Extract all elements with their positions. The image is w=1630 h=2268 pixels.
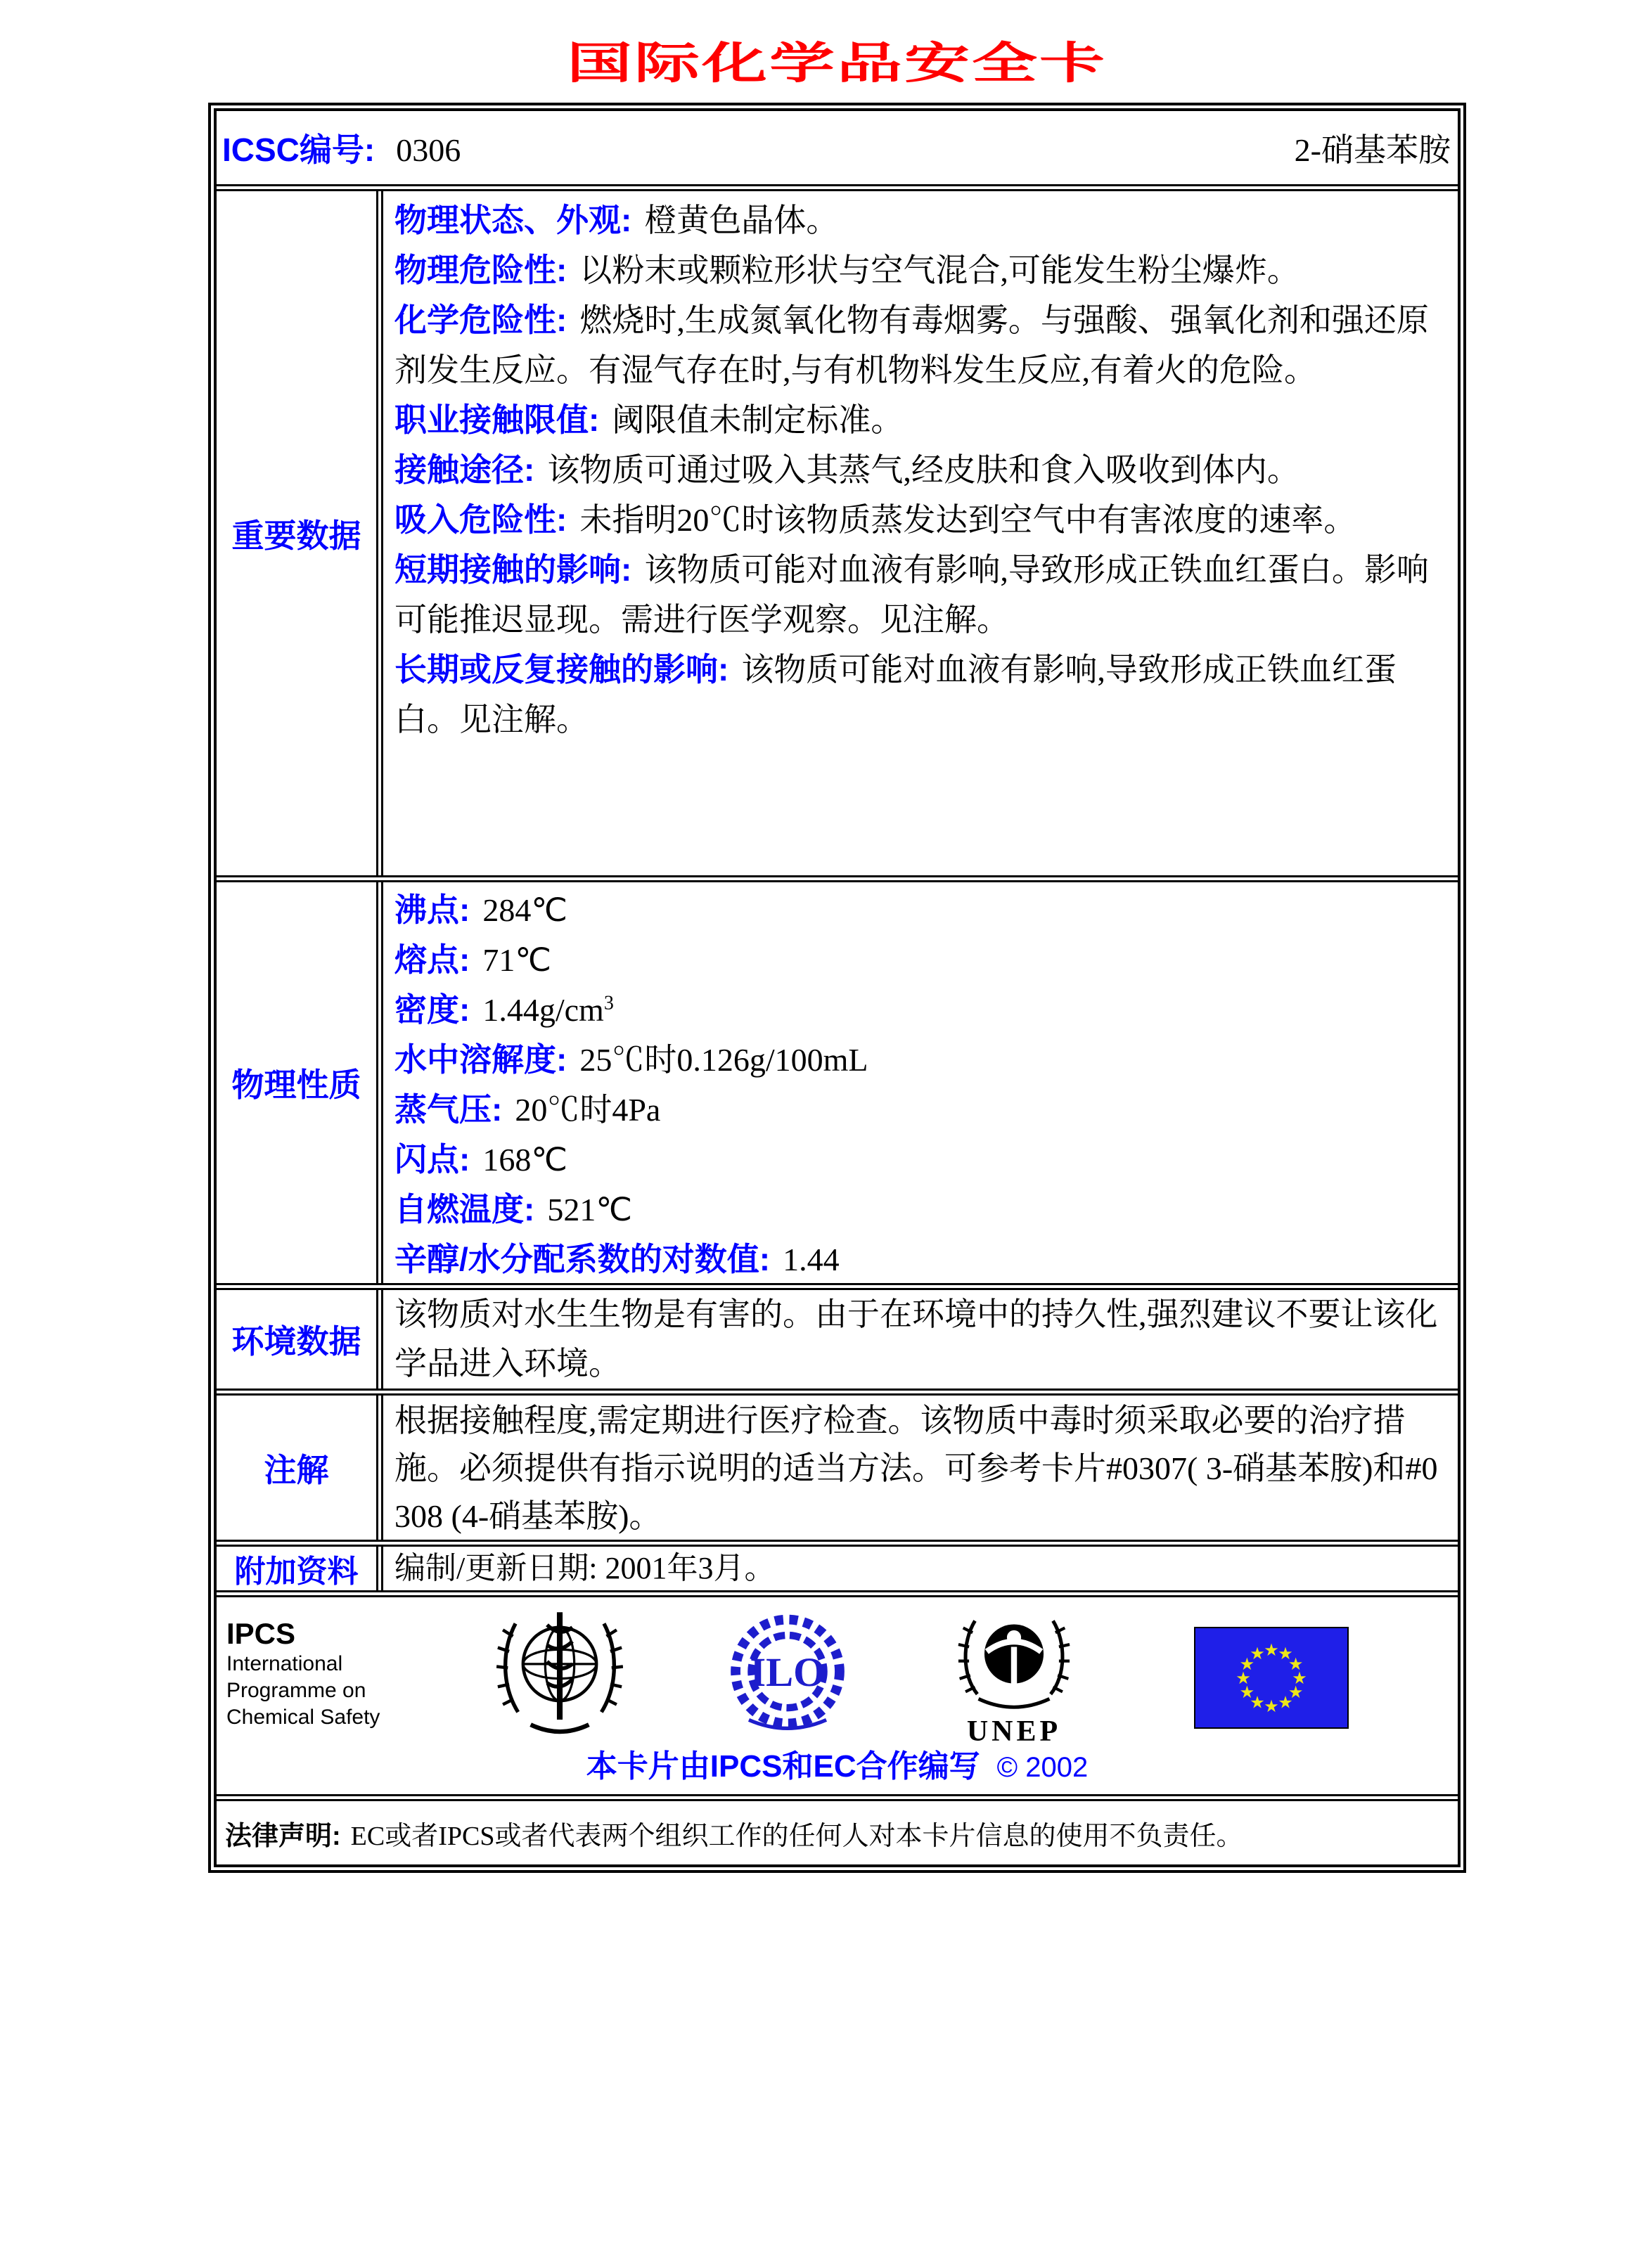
field-label: 水中溶解度: [394, 1041, 567, 1078]
icsc-number-value: 0306 [396, 132, 461, 168]
svg-text:★: ★ [1250, 1644, 1265, 1663]
field-label: 蒸气压: [394, 1091, 503, 1128]
field-label: 吸入危险性: [394, 501, 567, 538]
ipcs-acronym: IPCS [226, 1617, 296, 1650]
svg-text:ILO: ILO [750, 1649, 826, 1696]
svg-text:★: ★ [1264, 1696, 1279, 1716]
field-value: 71℃ [482, 942, 551, 978]
svg-text:★: ★ [1239, 1654, 1255, 1674]
section-additional-info [217, 1540, 1458, 1590]
field-long-term-effects [394, 645, 1448, 745]
field-label: 辛醇/水分配系数的对数值: [394, 1241, 771, 1277]
notes-text: 根据接触程度,需定期进行医疗检查。该物质中毒时须采取必要的治疗措施。必须提供有指示说明的适当方法。可参考卡片#0307( 3-硝基苯胺)和#0308 (4-硝基苯胺)。 [394, 1403, 1438, 1534]
icsc-number-group [222, 124, 461, 171]
field-value: 燃烧时,生成氮氧化物有毒烟雾。与强酸、强氧化剂和强还原剂发生反应。有湿气存在时,与有机物料发生反应,有着火的危险。 [394, 302, 1429, 388]
cooperation-caption-text: 本卡片由IPCS和EC合作编写 [586, 1749, 980, 1784]
field-label: 沸点: [394, 891, 470, 928]
environmental-data-text: 该物质对水生生物是有害的。由于在环境中的持久性,强烈建议不要让该化学品进入环境。 [394, 1296, 1438, 1381]
svg-text:★: ★ [1236, 1668, 1251, 1688]
ipcs-block [226, 1617, 437, 1731]
field-label: 化学危险性: [394, 302, 567, 338]
svg-text:★: ★ [1250, 1692, 1265, 1713]
svg-text:★: ★ [1239, 1682, 1255, 1702]
field-label: 熔点: [394, 941, 470, 978]
who-emblem-icon [496, 1607, 623, 1739]
page-header [208, 28, 1466, 87]
field-label: 物理状态、外观: [394, 202, 632, 238]
field-chemical-danger [394, 295, 1448, 395]
field-vapor-pressure [394, 1085, 1448, 1135]
ipcs-line-2: Programme on [226, 1679, 366, 1702]
chemical-name: 2-硝基苯胺 [1294, 132, 1451, 168]
section-label-additional-info: 附加资料 [217, 1547, 383, 1590]
unep-label: UNEP [966, 1715, 1062, 1748]
field-value: 168℃ [482, 1142, 567, 1178]
field-label: 短期接触的影响: [394, 551, 632, 588]
field-occupational-limit [394, 395, 1448, 445]
svg-text:★: ★ [1288, 1682, 1304, 1702]
field-value: 橙黄色晶体。 [644, 202, 839, 238]
cooperation-caption [217, 1741, 1458, 1786]
field-value: 20℃时4Pa [515, 1092, 661, 1128]
field-boiling-point [394, 885, 1448, 935]
field-physical-state [394, 195, 1448, 245]
section-label-important-data: 重要数据 [217, 191, 383, 875]
field-inhalation-risk [394, 495, 1448, 545]
field-autoignition-temperature [394, 1185, 1448, 1235]
field-value: 284℃ [482, 892, 567, 928]
section-notes [217, 1388, 1458, 1540]
ipcs-line-3: Chemical Safety [226, 1706, 380, 1729]
field-label: 长期或反复接触的影响: [394, 651, 729, 688]
card-header-row [217, 111, 1458, 184]
field-label: 自燃温度: [394, 1191, 535, 1228]
field-value: 25℃时0.126g/100mL [579, 1042, 868, 1078]
field-value: 1.44 [783, 1242, 840, 1277]
legal-notice-row [217, 1794, 1458, 1864]
legal-notice-label: 法律声明: [225, 1821, 341, 1851]
section-label-environmental-data: 环境数据 [217, 1290, 383, 1388]
section-physical-properties [217, 875, 1458, 1283]
field-octanol-water-partition [394, 1235, 1448, 1283]
eu-flag-icon [1194, 1627, 1349, 1729]
field-value: 1.44g/cm [482, 992, 604, 1028]
unep-block [951, 1611, 1077, 1748]
ilo-emblem-icon [727, 1610, 848, 1738]
field-value: 该物质可通过吸入其蒸气,经皮肤和食入吸收到体内。 [547, 452, 1299, 488]
legal-notice-text: EC或者IPCS或者代表两个组织工作的任何人对本卡片信息的使用不负责任。 [350, 1821, 1243, 1851]
field-short-term-effects [394, 545, 1448, 645]
section-environmental-data [217, 1283, 1458, 1388]
field-label: 接触途径: [394, 451, 535, 488]
field-exposure-routes [394, 445, 1448, 495]
field-label: 闪点: [394, 1141, 470, 1178]
section-content-environmental-data [383, 1290, 1458, 1388]
field-label: 职业接触限值: [394, 401, 600, 438]
page [0, 28, 1630, 2268]
field-physical-danger [394, 245, 1448, 295]
svg-text:★: ★ [1288, 1654, 1304, 1674]
section-important-data [217, 184, 1458, 875]
field-value: 以粉末或颗粒形状与空气混合,可能发生粉尘爆炸。 [579, 252, 1299, 288]
field-value: 阈限值未制定标准。 [612, 402, 904, 438]
organizations-row [217, 1590, 1458, 1794]
section-content-notes [383, 1396, 1458, 1540]
page-title: 国际化学品安全卡 [567, 39, 1108, 88]
svg-text:★: ★ [1278, 1644, 1293, 1663]
section-label-physical-properties: 物理性质 [217, 882, 383, 1283]
additional-info-text: 编制/更新日期: 2001年3月。 [394, 1551, 776, 1585]
field-value: 521℃ [547, 1192, 632, 1228]
svg-text:★: ★ [1278, 1692, 1293, 1713]
icsc-card [208, 103, 1466, 1873]
copyright-text: © 2002 [996, 1752, 1089, 1783]
svg-text:★: ★ [1292, 1668, 1307, 1688]
section-content-additional-info [383, 1547, 1458, 1590]
field-label: 密度: [394, 991, 470, 1028]
field-value: 该物质可能对血液有影响,导致形成正铁血红蛋白。影响可能推迟显现。需进行医学观察。见注解。 [394, 552, 1429, 638]
section-content-physical-properties [383, 882, 1458, 1283]
field-melting-point [394, 935, 1448, 985]
field-water-solubility [394, 1035, 1448, 1085]
unep-emblem-icon [954, 1611, 1074, 1715]
field-value: 该物质可能对血液有影响,导致形成正铁血红蛋白。见注解。 [394, 652, 1397, 737]
field-label: 物理危险性: [394, 252, 567, 288]
icsc-number-label: ICSC编号: [222, 131, 376, 168]
svg-text:★: ★ [1264, 1640, 1279, 1660]
field-density [394, 985, 1448, 1035]
field-flash-point [394, 1135, 1448, 1185]
ipcs-line-1: International [226, 1652, 343, 1675]
section-content-important-data [383, 191, 1458, 875]
field-value: 未指明20℃时该物质蒸发达到空气中有害浓度的速率。 [579, 502, 1356, 538]
density-exponent: 3 [603, 992, 614, 1014]
section-label-notes: 注解 [217, 1396, 383, 1540]
